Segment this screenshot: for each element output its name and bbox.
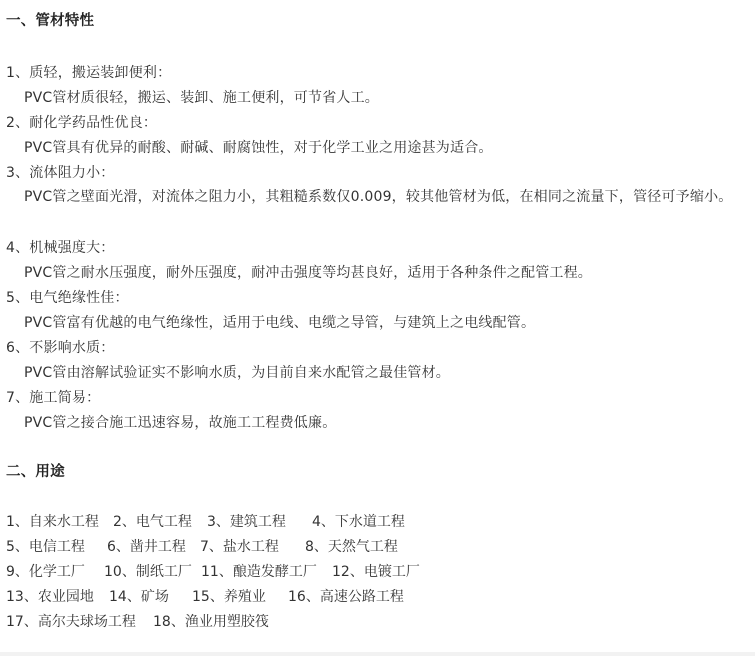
property-title: 7、施工简易： xyxy=(6,390,101,406)
property-description: PVC管之接合施工迅速容易，故施工工程费低廉。 xyxy=(24,415,337,431)
use-item: 6、凿井工程 xyxy=(107,539,186,555)
use-item: 11、酿造发酵工厂 xyxy=(201,564,317,580)
use-item: 17、高尔夫球场工程 xyxy=(6,614,136,630)
divider xyxy=(0,652,755,656)
use-item: 10、制纸工厂 xyxy=(104,564,192,580)
use-item: 13、农业园地 xyxy=(6,589,94,605)
use-item: 18、渔业用塑胶筏 xyxy=(153,614,269,630)
use-item: 12、电镀工厂 xyxy=(332,564,420,580)
use-item: 16、高速公路工程 xyxy=(288,589,404,605)
use-item: 1、自来水工程 xyxy=(6,514,99,530)
use-item: 4、下水道工程 xyxy=(312,514,405,530)
use-item: 14、矿场 xyxy=(109,589,169,605)
property-title: 1、质轻，搬运装卸便利： xyxy=(6,65,172,81)
property-title: 2、耐化学药品性优良： xyxy=(6,115,158,131)
property-description: PVC管富有优越的电气绝缘性，适用于电线、电缆之导管，与建筑上之电线配管。 xyxy=(24,315,536,331)
section-heading-properties: 一、管材特性 xyxy=(6,13,95,29)
property-title: 6、不影响水质： xyxy=(6,340,115,356)
section-heading-uses: 二、用途 xyxy=(6,464,65,480)
property-description: PVC管具有优异的耐酸、耐碱、耐腐蚀性，对于化学工业之用途甚为适合。 xyxy=(24,140,493,156)
property-description: PVC管由溶解试验证实不影响水质，为目前自来水配管之最佳管材。 xyxy=(24,365,450,381)
property-title: 3、流体阻力小： xyxy=(6,165,115,181)
use-item: 3、建筑工程 xyxy=(207,514,286,530)
use-item: 9、化学工厂 xyxy=(6,564,85,580)
property-description: PVC管材质很轻，搬运、装卸、施工便利，可节省人工。 xyxy=(24,90,379,106)
use-item: 8、天然气工程 xyxy=(305,539,398,555)
property-title: 4、机械强度大： xyxy=(6,240,115,256)
use-item: 2、电气工程 xyxy=(113,514,192,530)
use-item: 7、盐水工程 xyxy=(200,539,279,555)
property-description: PVC管之耐水压强度，耐外压强度，耐冲击强度等均甚良好，适用于各种条件之配管工程。 xyxy=(24,265,592,281)
use-item: 5、电信工程 xyxy=(6,539,85,555)
use-item: 15、养殖业 xyxy=(192,589,266,605)
property-description: PVC管之壁面光滑，对流体之阻力小，其粗糙系数仅0.009，较其他管材为低，在相同之流量下，管径可予缩小。 xyxy=(24,189,733,205)
property-title: 5、电气绝缘性佳： xyxy=(6,290,129,306)
